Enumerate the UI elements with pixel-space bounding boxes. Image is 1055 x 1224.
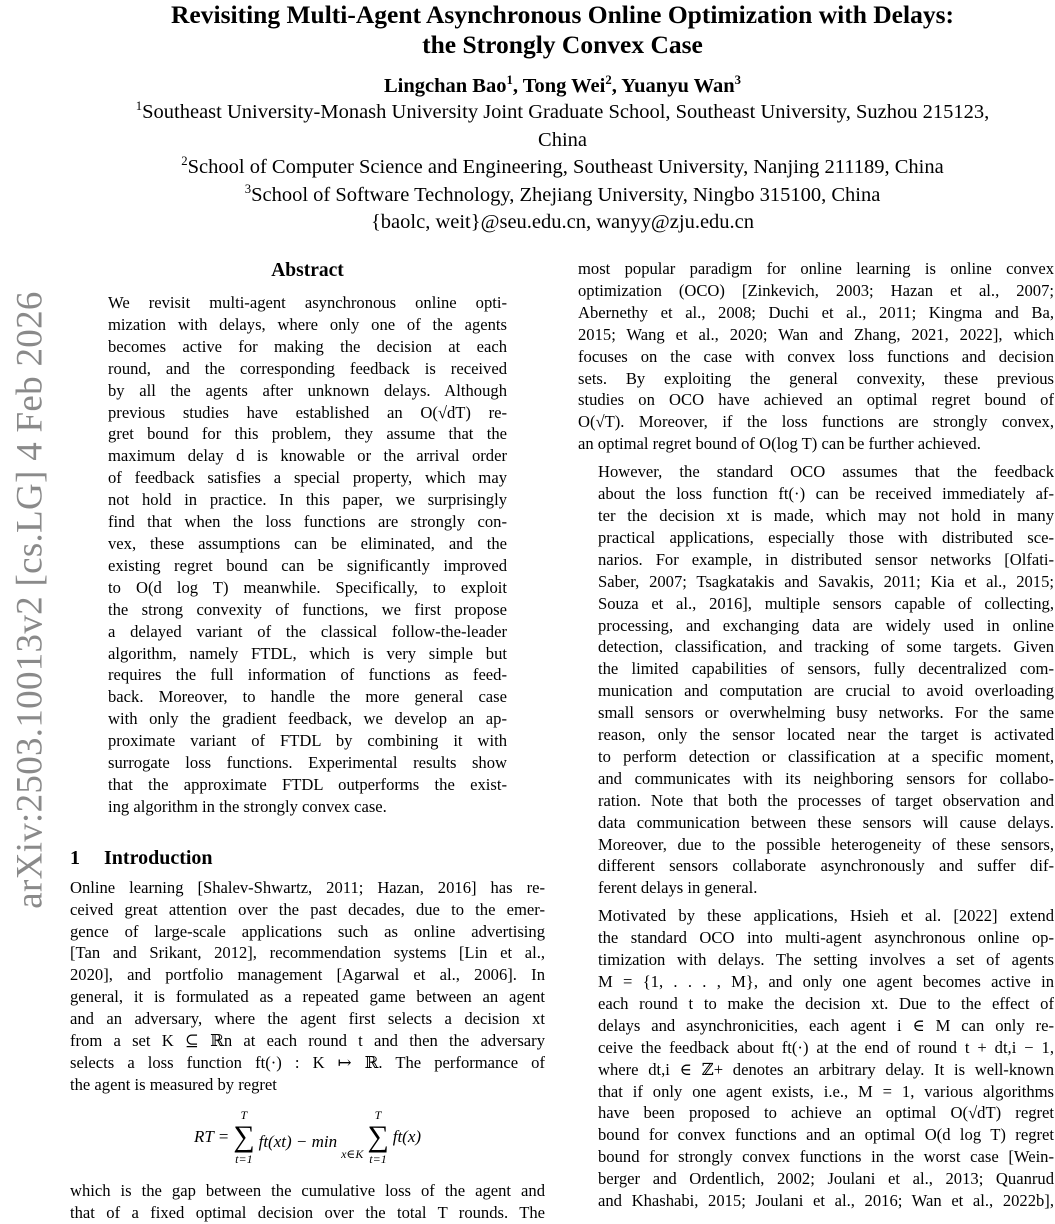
text-line: munication and computation are crucial to avoid overloading xyxy=(598,681,1054,701)
text-line: O(√T). Moreover, if the loss functions are strongly convex, xyxy=(578,412,1054,432)
text-line: reason, only the sensor located near the target is activated xyxy=(598,725,1054,745)
affil-text: School of Software Technology, Zhejiang University, Ningbo 315100, China xyxy=(251,183,881,206)
text-line: most popular paradigm for online learning is online convex xyxy=(578,259,1054,278)
text-line: vex, these assumptions can be eliminated, and the xyxy=(108,533,507,553)
affil-text-cont: China xyxy=(538,128,587,151)
text-line: Motivated by these applications, Hsieh et al. [2022] extend xyxy=(598,906,1054,926)
sum-lower: t=1 xyxy=(369,1151,387,1166)
text-line: find that when the loss functions are strongly con- xyxy=(108,512,507,532)
text-line: bound for strongly convex functions in the worst case [Wein- xyxy=(598,1147,1054,1167)
regret-equation xyxy=(70,1108,545,1172)
text-line: previous studies have established an O(√dT) re- xyxy=(108,402,507,422)
text-line: bound for convex functions and an optimal O(d log T) regret xyxy=(598,1125,1054,1145)
text-line: and an adversary, where the agent first selects a decision xt xyxy=(70,1009,545,1029)
text-line: the limited capabilities of sensors, fully decentralized com- xyxy=(598,659,1054,679)
right-paragraph-1 xyxy=(578,258,1054,455)
text-line: have been proposed to achieve an optimal O(√dT) regret xyxy=(598,1103,1054,1123)
text-line: and Khashabi, 2015; Joulani et al., 2016; Wan et al., 2022b], xyxy=(598,1191,1054,1211)
author-name: Yuanyu Wan xyxy=(621,75,735,97)
text-line: small sensors or overwhelming busy networks. For the same xyxy=(598,703,1054,723)
affiliation-2 xyxy=(70,154,1055,182)
intro-paragraph-1 xyxy=(70,877,545,1096)
sum-operator-2 xyxy=(367,1108,388,1166)
text-line: the agent is measured by regret xyxy=(70,1074,277,1094)
text-line: back. Moreover, to handle the more general case xyxy=(108,687,507,707)
affil-mark: 3 xyxy=(244,181,252,196)
text-line: delays and asynchronicities, each agent i ∈ M can only re- xyxy=(598,1015,1054,1035)
text-line: 2020], and portfolio management [Agarwal et al., 2006]. In xyxy=(70,965,545,985)
text-line: proximate variant of FTDL by combining it with xyxy=(108,731,507,751)
text-line: Online learning [Shalev-Shwartz, 2011; Hazan, 2016] has re- xyxy=(70,877,545,897)
text-line: However, the standard OCO assumes that the feedback xyxy=(598,462,1054,482)
text-line: that if only one agent exists, i.e., M = 1, various algorithms xyxy=(598,1081,1054,1101)
text-line: berger and Ordentlich, 2002; Joulani et al., 2013; Quanrud xyxy=(598,1169,1054,1189)
text-line: mization with delays, where only one of the agents xyxy=(108,314,507,334)
min-subscript-block xyxy=(341,1113,363,1161)
text-line: where dt,i ∈ ℤ+ denotes an arbitrary delay. It is well-known xyxy=(598,1059,1054,1079)
affil-mark: 1 xyxy=(135,99,143,114)
text-line: by all the agents after unknown delays. Although xyxy=(108,380,507,400)
intro-paragraph-2 xyxy=(70,1180,545,1224)
author-emails: {baolc, weit}@seu.edu.cn, wanyy@zju.edu.cn xyxy=(370,211,755,233)
author-list: Lingchan Bao$^1$, Tong Wei$^2$, Yuanyu Wan$^3$ xyxy=(384,73,741,97)
text-line: requires the full information of functions as feed- xyxy=(108,665,507,685)
text-line: timization with delays. The setting involves a set of agents xyxy=(598,950,1054,970)
section-title: Introduction xyxy=(104,846,213,869)
equation-term-1: ft(xt) − min xyxy=(258,1131,338,1151)
right-paragraph-3 xyxy=(578,905,1054,1212)
equation-term-2: ft(x) xyxy=(392,1126,422,1146)
text-line: to O(d log T) meanwhile. Specifically, to exploit xyxy=(108,577,507,597)
sum-upper: T xyxy=(240,1107,248,1122)
text-line: studies on OCO have achieved an optimal regret bound of xyxy=(578,390,1054,410)
abstract-heading: Abstract xyxy=(271,260,344,281)
text-line: algorithm, namely FTDL, which is very simple but xyxy=(108,643,507,663)
affil-text: School of Computer Science and Engineering, Southeast University, Nanjing 211189, China xyxy=(187,156,944,178)
text-line: [Tan and Srikant, 2012], recommendation systems [Lin et al., xyxy=(70,943,545,963)
text-line: with only the gradient feedback, we develop an ap- xyxy=(108,709,507,729)
min-subscript: x∈K xyxy=(341,1146,364,1161)
text-line: that of a fixed optimal decision over the total T rounds. The xyxy=(70,1202,545,1222)
author-affil-mark: 3 xyxy=(734,73,741,88)
text-line: Abernethy et al., 2008; Duchi et al., 2011; Kingma and Ba, xyxy=(578,302,1054,322)
text-line: optimization (OCO) [Zinkevich, 2003; Hazan et al., 2007; xyxy=(578,280,1054,300)
author-affil-mark: 2 xyxy=(605,73,612,88)
author-affil-mark: 1 xyxy=(506,73,513,88)
text-line: not hold in practice. In this paper, we surprisingly xyxy=(108,490,507,510)
sigma-symbol: ∑ xyxy=(233,1119,255,1153)
paper-header xyxy=(70,0,1055,236)
text-line: the standard OCO into multi-agent asynchronous online op- xyxy=(598,928,1054,948)
left-column xyxy=(70,258,545,1224)
text-line: Moreover, due to the possible heterogeneity of these sensors, xyxy=(598,834,1054,854)
text-line: detection, classification, and tracking of some targets. Given xyxy=(598,637,1054,657)
text-line: narios. For example, in distributed sensor networks [Olfati- xyxy=(598,549,1054,569)
text-line: the strong convexity of functions, we first propose xyxy=(108,599,507,619)
right-column xyxy=(578,258,1054,1212)
text-line: ceive the feedback about ft(·) at the end of round t + dt,i − 1, xyxy=(598,1037,1054,1057)
text-line: a delayed variant of the classical follow-the-leader xyxy=(108,621,507,641)
title-line-1: Revisiting Multi-Agent Asynchronous Online Optimization with Delays: xyxy=(171,0,954,29)
text-line: becomes active for making the decision at each xyxy=(108,336,507,356)
text-line: to perform detection or classification at a specific moment, xyxy=(598,746,1054,766)
text-line: practical applications, especially those with distributed sce- xyxy=(598,527,1054,547)
section-heading-introduction xyxy=(70,845,545,871)
text-line: about the loss function ft(·) can be received immediately af- xyxy=(598,484,1054,504)
text-line: surrogate loss functions. Experimental results show xyxy=(108,753,507,773)
text-line: Saber, 2007; Tsagkatakis and Savakis, 2011; Kia et al., 2015; xyxy=(598,571,1054,591)
sigma-symbol: ∑ xyxy=(367,1119,389,1153)
text-line: selects a loss function ft(·) : K ↦ ℝ. The performance of xyxy=(70,1053,545,1072)
min-term xyxy=(259,1122,338,1152)
text-line: processing, and exchanging data are widely used in online xyxy=(598,615,1054,635)
right-paragraph-2 xyxy=(578,461,1054,899)
affiliation-1 xyxy=(70,99,1055,154)
text-line: Souza et al., 2016], multiple sensors capable of collecting, xyxy=(598,593,1054,613)
equation-lhs: RT = xyxy=(193,1126,230,1146)
text-line: existing regret bound can be significantly improved xyxy=(108,555,507,575)
text-line: ceived great attention over the past decades, due to the emer- xyxy=(70,899,545,919)
section-number: 1 xyxy=(70,846,80,869)
text-line: data communication between these sensors will cause delays. xyxy=(598,812,1054,832)
sum-upper: T xyxy=(374,1107,382,1122)
text-line: an optimal regret bound of O(log T) can be further achieved. xyxy=(578,434,981,454)
abstract-body xyxy=(108,292,507,818)
sum-operator xyxy=(233,1108,254,1166)
affiliation-3 xyxy=(70,182,1055,210)
arxiv-identifier-stamp: arXiv:2503.10013v2 [cs.LG] 4 Feb 2026 xyxy=(9,291,51,909)
text-line: ferent delays in general. xyxy=(598,878,758,898)
text-line: each round t to make the decision xt. Due to the effect of xyxy=(598,993,1054,1013)
text-line: ing algorithm in the strongly convex case. xyxy=(108,796,387,816)
sum-lower: t=1 xyxy=(235,1151,253,1166)
affil-text: Southeast University-Monash University Joint Graduate School, Southeast University, Suzhou 215123, xyxy=(142,101,990,123)
text-line: general, it is formulated as a repeated game between an agent xyxy=(70,987,545,1007)
text-line: of feedback satisfies a special property, which may xyxy=(108,468,507,488)
text-line: gret bound for this problem, they assume that the xyxy=(108,424,507,444)
paper-title xyxy=(70,0,1055,60)
text-line: 2015; Wang et al., 2020; Wan and Zhang, 2021, 2022], which xyxy=(578,324,1054,344)
text-line: ter the decision xt is made, which may not hold in many xyxy=(598,505,1054,525)
affil-mark: 2 xyxy=(181,154,188,169)
text-line: M = {1, . . . , M}, and only one agent becomes active in xyxy=(598,972,1054,991)
text-line: We revisit multi-agent asynchronous online opti- xyxy=(108,293,507,312)
author-name: Tong Wei xyxy=(522,75,606,97)
text-line: ration. Note that both the processes of target observation and xyxy=(598,790,1054,810)
author-name: Lingchan Bao xyxy=(384,75,507,97)
text-line: round, and the corresponding feedback is received xyxy=(108,358,507,378)
text-line: which is the gap between the cumulative loss of the agent and xyxy=(70,1180,545,1200)
title-line-2: the Strongly Convex Case xyxy=(422,30,703,59)
text-line: focuses on the case with convex loss functions and decision xyxy=(578,346,1054,366)
text-line: that the approximate FTDL outperforms the exist- xyxy=(108,774,507,794)
text-line: gence of large-scale applications such as online advertising xyxy=(70,921,545,941)
text-line: maximum delay d is knowable or the arrival order xyxy=(108,446,507,466)
text-line: sets. By exploiting the general convexity, these previous xyxy=(578,368,1054,388)
text-line: and communicates with its neighboring sensors for collabo- xyxy=(598,768,1054,788)
text-line: from a set K ⊆ ℝn at each round t and then the adversary xyxy=(70,1031,545,1051)
text-line: different sensors collaborate asynchronously and suffer dif- xyxy=(598,856,1054,876)
